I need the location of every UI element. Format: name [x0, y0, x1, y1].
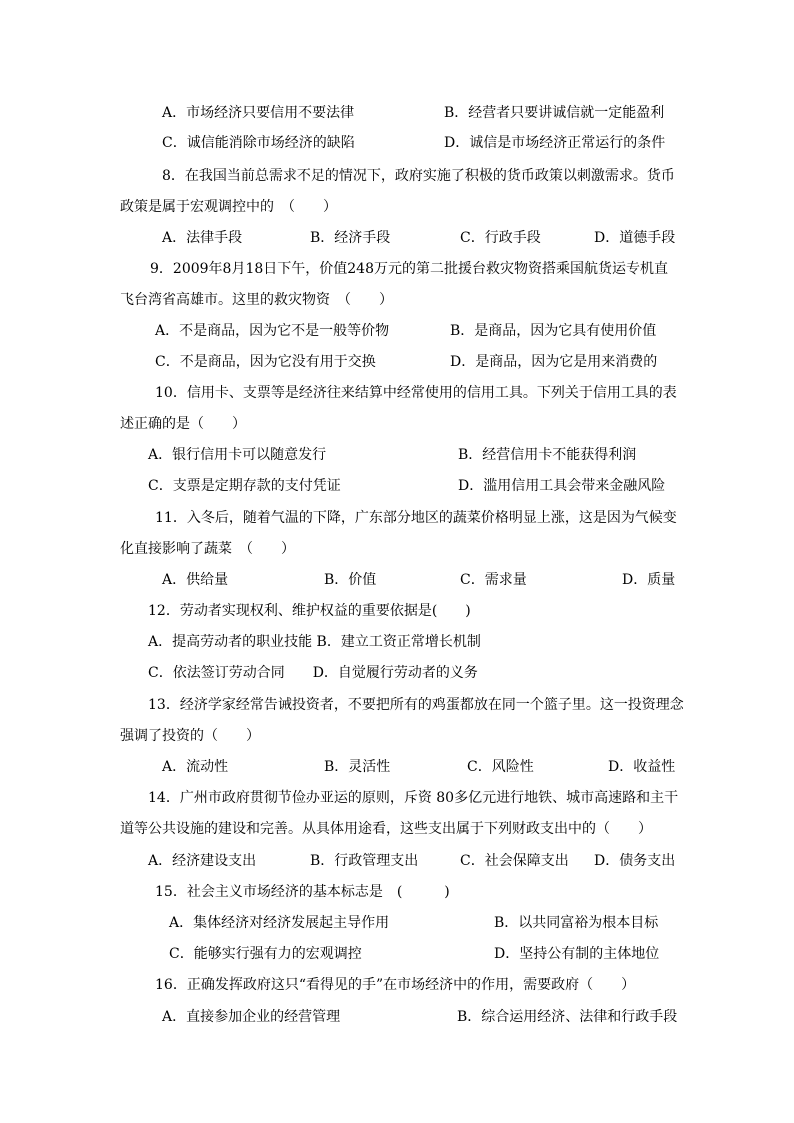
q9-option-c: C．不是商品，因为它没有用于交换 — [155, 354, 376, 370]
q10-stem-line2: 述正确的是（ ） — [120, 416, 246, 432]
q7-option-b: B．经营者只要讲诚信就一定能盈利 — [444, 105, 665, 121]
q7-option-a: A．市场经济只要信用不要法律 — [162, 105, 355, 121]
q11-option-c: C．需求量 — [460, 572, 527, 588]
q9-option-d: D．是商品，因为它是用来消费的 — [450, 354, 658, 370]
q16-option-a: A．直接参加企业的经营管理 — [162, 1009, 341, 1025]
q9-stem-line2: 飞台湾省高雄市。这里的救灾物资 （ ） — [120, 292, 393, 308]
q16-option-b: B．综合运用经济、法律和行政手段 — [457, 1009, 678, 1025]
q15-option-b: B．以共同富裕为根本目标 — [494, 915, 659, 931]
q11-option-b: B．价值 — [324, 572, 377, 588]
q8-option-c: C．行政手段 — [460, 230, 541, 246]
q10-option-b: B．经营信用卡不能获得利润 — [458, 447, 637, 463]
q10-option-c: C．支票是定期存款的支付凭证 — [148, 478, 341, 494]
q13-option-b: B．灵活性 — [324, 759, 391, 775]
q11-stem-line1: 11．入冬后，随着气温的下降，广东部分地区的蔬菜价格明显上涨，这是因为气候变 — [155, 510, 677, 526]
q14-stem-line2: 道等公共设施的建设和完善。从具体用途看，这些支出属于下列财政支出中的（ ） — [120, 821, 652, 837]
q10-stem-line1: 10．信用卡、支票等是经济往来结算中经常使用的信用工具。下列关于信用工具的表 — [155, 385, 677, 401]
q10-option-a: A．银行信用卡可以随意发行 — [148, 447, 327, 463]
q14-option-d: D．债务支出 — [594, 853, 676, 869]
q14-stem-line1: 14．广州市政府贯彻节俭办亚运的原则，斥资 80多亿元进行地铁、城市高速路和主干 — [148, 790, 679, 806]
q8-option-d: D．道德手段 — [594, 230, 676, 246]
q9-option-b: B．是商品，因为它具有使用价值 — [450, 323, 657, 339]
q11-option-a: A．供给量 — [162, 572, 229, 588]
q7-option-c: C．诚信能消除市场经济的缺陷 — [162, 135, 355, 151]
q13-option-d: D．收益性 — [608, 759, 676, 775]
q8-stem-line2: 政策是属于宏观调控中的 （ ） — [120, 199, 337, 215]
q12-options-line1: A．提高劳动者的职业技能 B．建立工资正常增长机制 — [148, 634, 481, 650]
q10-option-d: D．滥用信用工具会带来金融风险 — [458, 478, 666, 494]
q12-options-line2: C．依法签订劳动合同 D．自觉履行劳动者的义务 — [148, 665, 478, 681]
q8-option-b: B．经济手段 — [310, 230, 391, 246]
q13-stem-line2: 强调了投资的（ ） — [120, 728, 260, 744]
q15-option-c: C．能够实行强有力的宏观调控 — [169, 946, 362, 962]
q9-option-a: A．不是商品，因为它不是一般等价物 — [155, 323, 390, 339]
q8-stem-line1: 8．在我国当前总需求不足的情况下，政府实施了积极的货币政策以刺激需求。货币 — [162, 168, 675, 184]
q13-option-c: C．风险性 — [467, 759, 534, 775]
q13-stem-line1: 13．经济学家经常告诫投资者，不要把所有的鸡蛋都放在同一个篮子里。这一投资理念 — [148, 697, 684, 713]
q12-stem-line1: 12．劳动者实现权利、维护权益的重要依据是( ) — [148, 603, 471, 619]
q16-stem-line1: 16．正确发挥政府这只“看得见的手”在市场经济中的作用，需要政府（ ） — [155, 977, 636, 993]
q7-option-d: D．诚信是市场经济正常运行的条件 — [444, 135, 666, 151]
q14-option-a: A．经济建设支出 — [148, 853, 257, 869]
q14-option-c: C．社会保障支出 — [460, 853, 569, 869]
q14-option-b: B．行政管理支出 — [310, 853, 419, 869]
q15-option-d: D．坚持公有制的主体地位 — [494, 946, 660, 962]
q15-option-a: A．集体经济对经济发展起主导作用 — [169, 915, 390, 931]
q13-option-a: A．流动性 — [162, 759, 229, 775]
q9-stem-line1: 9．2009年8月18日下午，价值248万元的第二批援台救灾物资搭乘国航货运专机直 — [150, 261, 668, 277]
q11-option-d: D．质量 — [622, 572, 676, 588]
q8-option-a: A．法律手段 — [162, 230, 243, 246]
q15-stem-line1: 15．社会主义市场经济的基本标志是 ( ) — [155, 884, 450, 900]
q11-stem-line2: 化直接影响了蔬菜 （ ） — [120, 541, 295, 557]
